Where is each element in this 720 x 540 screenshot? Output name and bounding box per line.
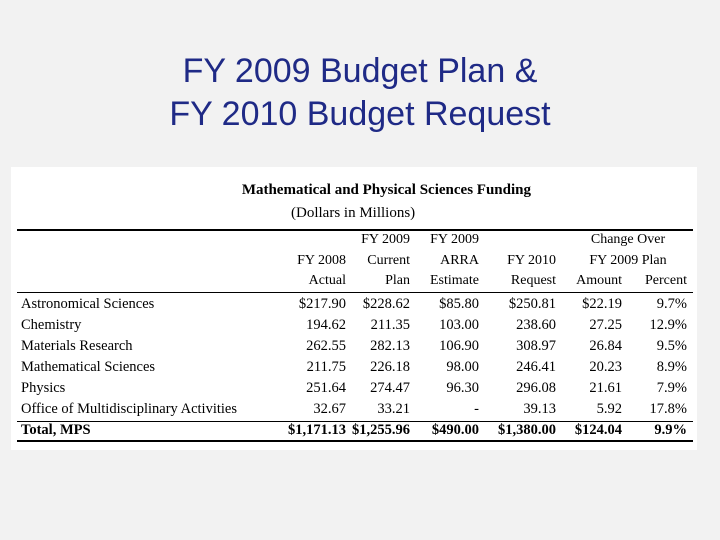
cell-amount: 21.61: [589, 380, 622, 396]
cell-percent: 17.8%: [649, 401, 687, 417]
header-fy2010-line2: Request: [510, 273, 556, 288]
cell-fy2010: 238.60: [516, 317, 556, 333]
funding-table: [11, 167, 697, 450]
header-fy2009-arra-line1: FY 2009: [430, 232, 479, 247]
cell-fy2010: 296.08: [516, 380, 556, 396]
header-fy2010-line1: FY 2010: [507, 253, 556, 268]
cell-percent: 7.9%: [656, 380, 687, 396]
total-fy2008: $1,171.13: [288, 422, 346, 438]
table-row: [11, 296, 697, 316]
cell-arra: $85.80: [439, 296, 479, 312]
cell-fy2008: 262.55: [306, 338, 346, 354]
row-label: Physics: [21, 380, 66, 396]
cell-arra: 96.30: [446, 380, 479, 396]
total-label: Total, MPS: [21, 422, 91, 438]
table-title: Mathematical and Physical Sciences Funding: [241, 182, 531, 198]
cell-fy2009-plan: 274.47: [370, 380, 410, 396]
cell-percent: 9.5%: [656, 338, 687, 354]
cell-amount: 26.84: [589, 338, 622, 354]
header-change-group: Change Over: [590, 232, 666, 247]
header-bottom-rule: [17, 292, 693, 293]
header-fy2009-plan-line1: FY 2009: [361, 232, 410, 247]
total-percent: 9.9%: [654, 422, 687, 438]
cell-fy2010: 246.41: [516, 359, 556, 375]
cell-percent: 8.9%: [656, 359, 687, 375]
table-row: [11, 401, 697, 421]
cell-fy2008: 211.75: [306, 359, 346, 375]
header-percent: Percent: [645, 273, 687, 288]
header-fy2008-line1: FY 2008: [297, 253, 346, 268]
table-row: [11, 338, 697, 358]
table-row: [11, 359, 697, 379]
header-fy2009-plan-line2: Current: [367, 253, 410, 268]
cell-fy2009-plan: $228.62: [362, 296, 410, 312]
table-subtitle: (Dollars in Millions): [291, 205, 416, 221]
header-fy2009-plan-line3: Plan: [385, 273, 410, 288]
cell-amount: $22.19: [582, 296, 622, 312]
cell-fy2008: 32.67: [313, 401, 346, 417]
cell-percent: 9.7%: [656, 296, 687, 312]
table-top-rule: [17, 229, 693, 231]
table-row: [11, 317, 697, 337]
total-amount: $124.04: [574, 422, 622, 438]
slide-title: [0, 50, 720, 136]
header-change-sub: FY 2009 Plan: [589, 253, 667, 268]
cell-fy2008: 194.62: [306, 317, 346, 333]
cell-arra: -: [474, 401, 479, 417]
cell-fy2008: $217.90: [298, 296, 346, 312]
row-label: Materials Research: [21, 338, 133, 354]
header-amount: Amount: [576, 273, 622, 288]
total-fy2010: $1,380.00: [498, 422, 556, 438]
header-fy2008-line2: Actual: [308, 273, 346, 288]
cell-amount: 20.23: [589, 359, 622, 375]
cell-fy2009-plan: 211.35: [370, 317, 410, 333]
cell-fy2009-plan: 282.13: [370, 338, 410, 354]
cell-amount: 27.25: [589, 317, 622, 333]
cell-fy2009-plan: 226.18: [370, 359, 410, 375]
cell-fy2010: $250.81: [508, 296, 556, 312]
cell-fy2009-plan: 33.21: [377, 401, 410, 417]
row-label: Office of Multidisciplinary Activities: [21, 401, 237, 417]
row-label: Astronomical Sciences: [21, 296, 155, 312]
cell-arra: 98.00: [446, 359, 479, 375]
header-fy2009-arra-line2: ARRA: [440, 253, 479, 268]
cell-fy2008: 251.64: [306, 380, 346, 396]
total-arra: $490.00: [431, 422, 479, 438]
total-fy2009-plan: $1,255.96: [352, 422, 410, 438]
row-label: Chemistry: [21, 317, 82, 333]
cell-percent: 12.9%: [649, 317, 687, 333]
header-fy2009-arra-line3: Estimate: [430, 273, 479, 288]
row-label: Mathematical Sciences: [21, 359, 156, 375]
cell-amount: 5.92: [596, 401, 622, 417]
cell-fy2010: 308.97: [516, 338, 556, 354]
slide-title-line-1: FY 2009 Budget Plan &: [182, 52, 538, 90]
cell-fy2010: 39.13: [523, 401, 556, 417]
table-bottom-rule: [17, 440, 693, 442]
cell-arra: 106.90: [439, 338, 479, 354]
total-row: [11, 422, 697, 442]
slide-title-line-2: FY 2010 Budget Request: [169, 95, 551, 133]
cell-arra: 103.00: [439, 317, 479, 333]
table-row: [11, 380, 697, 400]
